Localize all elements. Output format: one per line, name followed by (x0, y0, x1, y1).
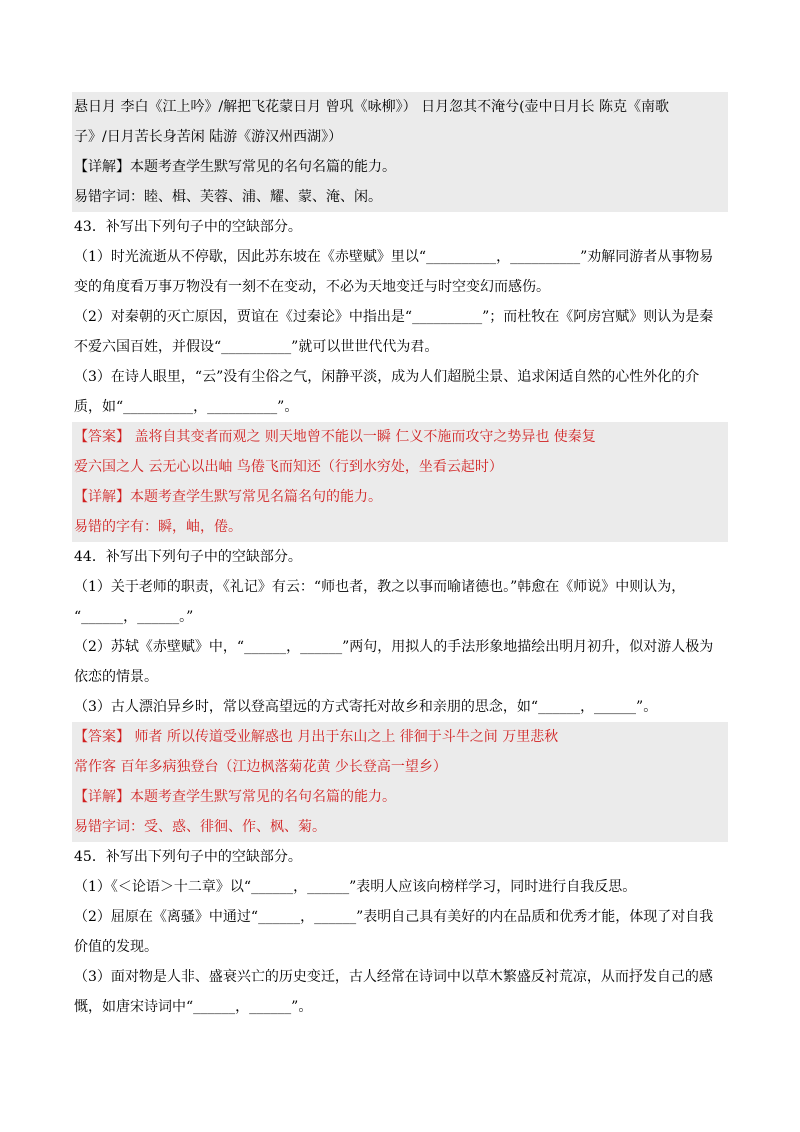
question-line: 变的角度看万事万物没有一刻不在变动，不必为天地变迁与时空变幻而感伤。 (74, 279, 550, 295)
explanation-line: 【详解】本题考查学生默写常见的名句名篇的能力。 (72, 782, 728, 812)
question-line: 慨，如唐宋诗词中“______，______”。 (74, 999, 313, 1015)
question-line: 质，如“__________，__________”。 (74, 399, 299, 415)
error-prone-words-line: 易错字词：睦、楫、芙蓉、浦、耀、蒙、淹、闲。 (72, 182, 728, 212)
text-line: 子》/日月苦长身苦闲 陆游《游汉州西湖》） (72, 122, 728, 152)
answer-line: 常作客 百年多病独登台（江边枫落菊花黄 少长登高一望乡） (72, 752, 728, 782)
question-line: 不爱六国百姓，并假设“__________”就可以世世代代为君。 (74, 339, 439, 355)
question-line: （3）在诗人眼里，“云”没有尘俗之气，闲静平淡，成为人们超脱尘景、追求闲适自然的心性外化的介 (74, 369, 700, 385)
question-line: （1）《＜论语＞十二章》以“______，______”表明人应该向榜样学习，同时进行自我反思。 (74, 879, 637, 895)
question-line: （3）面对物是人非、盛衰兴亡的历史变迁，古人经常在诗词中以草木繁盛反衬荒凉，从而抒发自己的感 (74, 969, 713, 985)
question-line: （1）关于老师的职责，《礼记》有云：“师也者，教之以事而喻诸德也。”韩愈在《师说》中则认为， (74, 579, 686, 595)
question-line: 依恋的情景。 (74, 669, 158, 685)
question-line: （2）屈原在《离骚》中通过“______，______”表明自己具有美好的内在品质和优秀才能，体现了对自我 (74, 909, 714, 925)
explanation-line: 【详解】本题考查学生默写常见名篇名句的能力。 (72, 482, 728, 512)
answer-line: 【答案】 师者 所以传道受业解惑也 月出于东山之上 徘徊于斗牛之间 万里悲秋 (72, 722, 728, 752)
question-43-title: 43．补写出下列句子中的空缺部分。 (74, 219, 302, 235)
question-line: （2）对秦朝的灭亡原因，贾谊在《过秦论》中指出是“__________”；而杜牧在《阿房宫赋》则认为是秦 (74, 309, 714, 325)
question-line: （1）时光流逝从不停歇，因此苏东坡在《赤壁赋》里以“__________，__________”劝解同游者从事物易 (74, 249, 714, 265)
answer-line: 爱六国之人 云无心以出岫 鸟倦飞而知还（行到水穷处，坐看云起时） (72, 452, 728, 482)
document-body (74, 92, 728, 1022)
question-line: 价值的发现。 (74, 939, 158, 955)
question-45-title: 45．补写出下列句子中的空缺部分。 (74, 849, 302, 865)
question-line: “______，______。” (74, 609, 194, 625)
question-44-title: 44．补写出下列句子中的空缺部分。 (74, 549, 302, 565)
question-line: （2）苏轼《赤壁赋》中，“______，______”两句，用拟人的手法形象地描绘出明月初升，似对游人极为 (74, 639, 714, 655)
question-line: （3）古人漂泊异乡时，常以登高望远的方式寄托对故乡和亲朋的思念，如“______，______”。 (74, 699, 658, 715)
text-line: 悬日月 李白《江上吟》/解把飞花蒙日月 曾巩《咏柳》） 日月忽其不淹兮(壶中日月长 陈克《南歌 (72, 92, 728, 122)
answer-line: 【答案】 盖将自其变者而观之 则天地曾不能以一瞬 仁义不施而攻守之势异也 使秦复 (72, 422, 728, 452)
error-prone-words-line: 易错的字有：瞬，岫，倦。 (72, 512, 728, 542)
explanation-line: 【详解】本题考查学生默写常见的名句名篇的能力。 (72, 152, 728, 182)
error-prone-words-line: 易错字词：受、惑、徘徊、作、枫、菊。 (72, 812, 728, 842)
